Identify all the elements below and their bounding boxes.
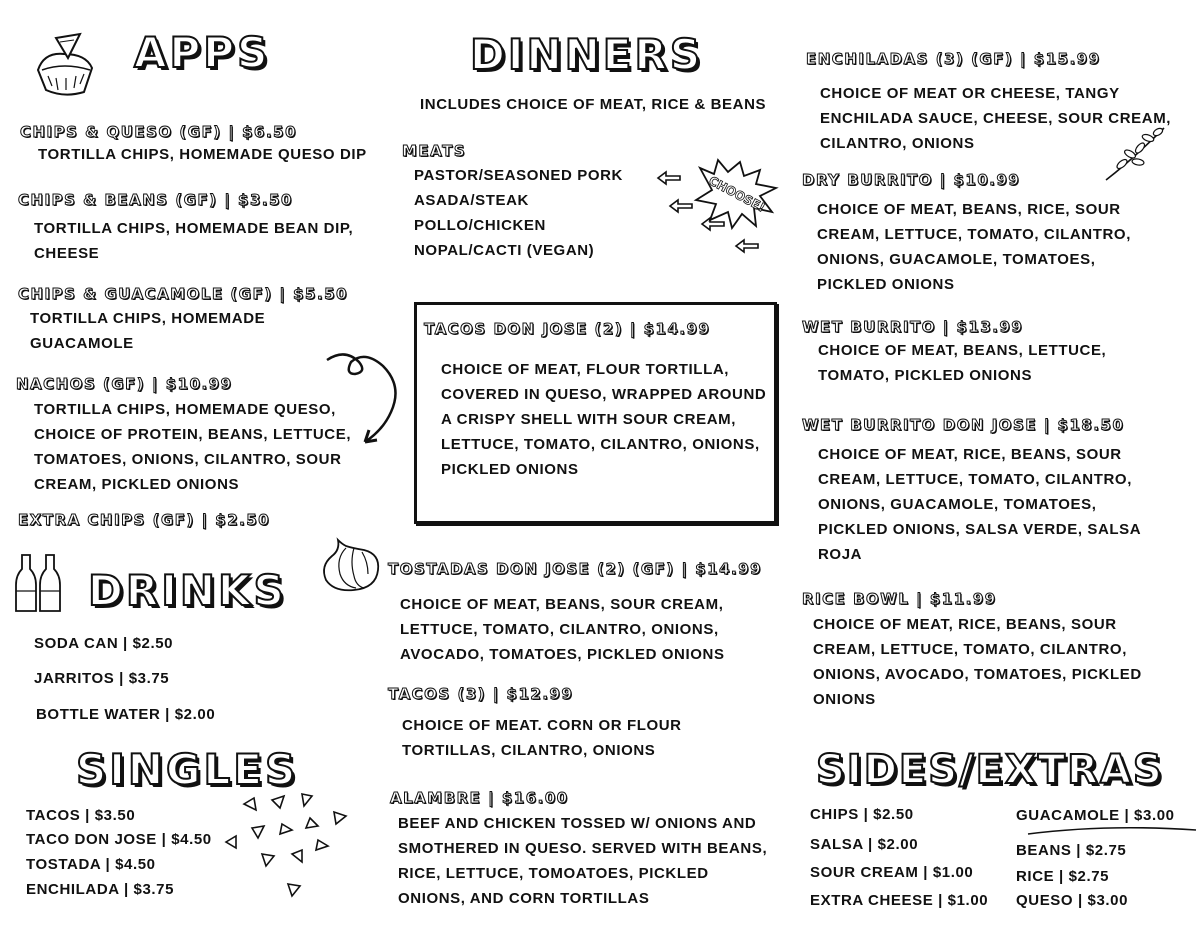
meat-item: NOPAL/CACTI (VEGAN)	[414, 242, 595, 259]
wet-burrito-heading: WET BURRITO | $13.99	[802, 318, 1024, 336]
sides-item: GUACAMOLE | $3.00	[1016, 807, 1175, 824]
apps-item-desc: TORTILLA CHIPS, HOMEMADE QUESO, CHOICE OF PROTEIN, BEANS, LETTUCE, TOMATOES, ONIONS, CILANTRO, SOUR CREAM, PICKLED ONIONS	[34, 401, 352, 493]
sides-item: BEANS | $2.75	[1016, 842, 1127, 859]
tortilla-chips-icon	[222, 788, 356, 900]
dinners-subtitle: INCLUDES CHOICE OF MEAT, RICE & BEANS	[420, 96, 767, 113]
tostadas-heading: TOSTADAS DON JOSE (2) (GF) | $14.99	[388, 560, 763, 578]
enchiladas-heading: ENCHILADAS (3) (GF) | $15.99	[806, 50, 1101, 68]
enchiladas-desc: CHOICE OF MEAT OR CHEESE, TANGY ENCHILADA SAUCE, CHEESE, SOUR CREAM, CILANTRO, ONIONS	[820, 85, 1172, 152]
underline-stroke	[1026, 826, 1198, 836]
drinks-item: JARRITOS | $3.75	[34, 670, 170, 687]
sides-item: RICE | $2.75	[1016, 868, 1110, 885]
apps-item-heading: CHIPS & BEANS (GF) | $3.50	[18, 191, 293, 209]
drinks-title: DRINKS	[88, 566, 287, 615]
sides-item: CHIPS | $2.50	[810, 806, 914, 823]
tacos-don-jose-heading: TACOS DON JOSE (2) | $14.99	[424, 320, 711, 338]
nachos-icon	[34, 32, 96, 96]
sides-item: SALSA | $2.00	[810, 836, 919, 853]
singles-item: TACOS | $3.50	[26, 807, 136, 824]
dry-burrito-desc: CHOICE OF MEAT, BEANS, RICE, SOUR CREAM, LETTUCE, TOMATO, CILANTRO, ONIONS, GUACAMOLE, TOMATOES, PICKLED ONIONS	[817, 201, 1131, 293]
apps-item-desc: TORTILLA CHIPS, HOMEMADE GUACAMOLE	[30, 310, 266, 352]
apps-item-heading: CHIPS & GUACAMOLE (GF) | $5.50	[18, 285, 349, 303]
wet-burrito-desc: CHOICE OF MEAT, BEANS, LETTUCE, TOMATO, PICKLED ONIONS	[818, 342, 1107, 384]
singles-item: TACO DON JOSE | $4.50	[26, 831, 212, 848]
cilantro-icon	[1104, 124, 1168, 182]
apps-item-desc: TORTILLA CHIPS, HOMEMADE QUESO DIP	[38, 146, 367, 163]
singles-item: ENCHILADA | $3.75	[26, 881, 175, 898]
alambre-desc: BEEF AND CHICKEN TOSSED W/ ONIONS AND SMOTHERED IN QUESO. SERVED WITH BEANS, RICE, LETTUCE, TOMOATOES, PICKLED ONIONS, AND CORN TORTILLAS	[398, 815, 768, 907]
apps-item-heading: NACHOS (GF) | $10.99	[16, 375, 233, 393]
tacos3-heading: TACOS (3) | $12.99	[388, 685, 574, 703]
rice-bowl-heading: RICE BOWL | $11.99	[802, 590, 997, 608]
singles-title: SINGLES	[76, 745, 299, 794]
curved-arrow-icon	[325, 352, 405, 448]
meat-item: POLLO/CHICKEN	[414, 217, 546, 234]
tostadas-desc: CHOICE OF MEAT, BEANS, SOUR CREAM, LETTUCE, TOMATO, CILANTRO, ONIONS, AVOCADO, TOMATOES, PICKLED ONIONS	[400, 596, 725, 663]
wet-burrito-don-jose-heading: WET BURRITO DON JOSE | $18.50	[802, 416, 1125, 434]
sides-item: EXTRA CHEESE | $1.00	[810, 892, 989, 909]
sides-title: SIDES/EXTRAS	[816, 747, 1164, 793]
alambre-heading: ALAMBRE | $16.00	[390, 789, 569, 807]
sides-item: SOUR CREAM | $1.00	[810, 864, 974, 881]
singles-item: TOSTADA | $4.50	[26, 856, 156, 873]
drinks-item: SODA CAN | $2.50	[34, 635, 174, 652]
rice-bowl-desc: CHOICE OF MEAT, RICE, BEANS, SOUR CREAM, LETTUCE, TOMATO, CILANTRO, ONIONS, AVOCADO, TOMATOES, PICKLED ONIONS	[813, 616, 1142, 708]
meats-heading: MEATS	[402, 142, 467, 160]
apps-item-desc: TORTILLA CHIPS, HOMEMADE BEAN DIP, CHEESE	[34, 220, 354, 262]
meat-item: PASTOR/SEASONED PORK	[414, 167, 623, 184]
tacos3-desc: CHOICE OF MEAT. CORN OR FLOUR TORTILLAS, CILANTRO, ONIONS	[402, 717, 682, 759]
apps-item-heading: EXTRA CHIPS (GF) | $2.50	[18, 511, 271, 529]
apps-item-heading: CHIPS & QUESO (GF) | $6.50	[20, 123, 298, 141]
dinners-title: DINNERS	[470, 30, 704, 79]
apps-title: APPS	[134, 28, 271, 77]
choose-burst-label: CHOOSE!	[706, 173, 768, 215]
bottles-icon	[14, 553, 66, 615]
choose-burst-icon	[694, 158, 780, 230]
wet-burrito-don-jose-desc: CHOICE OF MEAT, RICE, BEANS, SOUR CREAM, LETTUCE, TOMATO, CILANTRO, ONIONS, GUACAMOLE, TOMATOES, PICKLED ONIONS, SALSA VERDE, SALSA ROJA	[818, 446, 1141, 563]
sides-item: QUESO | $3.00	[1016, 892, 1129, 909]
onion-icon	[318, 536, 380, 592]
drinks-item: BOTTLE WATER | $2.00	[36, 706, 216, 723]
meat-item: ASADA/STEAK	[414, 192, 529, 209]
tacos-don-jose-desc: CHOICE OF MEAT, FLOUR TORTILLA, COVERED IN QUESO, WRAPPED AROUND A CRISPY SHELL WITH SOUR CREAM, LETTUCE, TOMATO, CILANTRO, ONIONS, PICKLED ONIONS	[441, 361, 767, 478]
dry-burrito-heading: DRY BURRITO | $10.99	[802, 171, 1021, 189]
